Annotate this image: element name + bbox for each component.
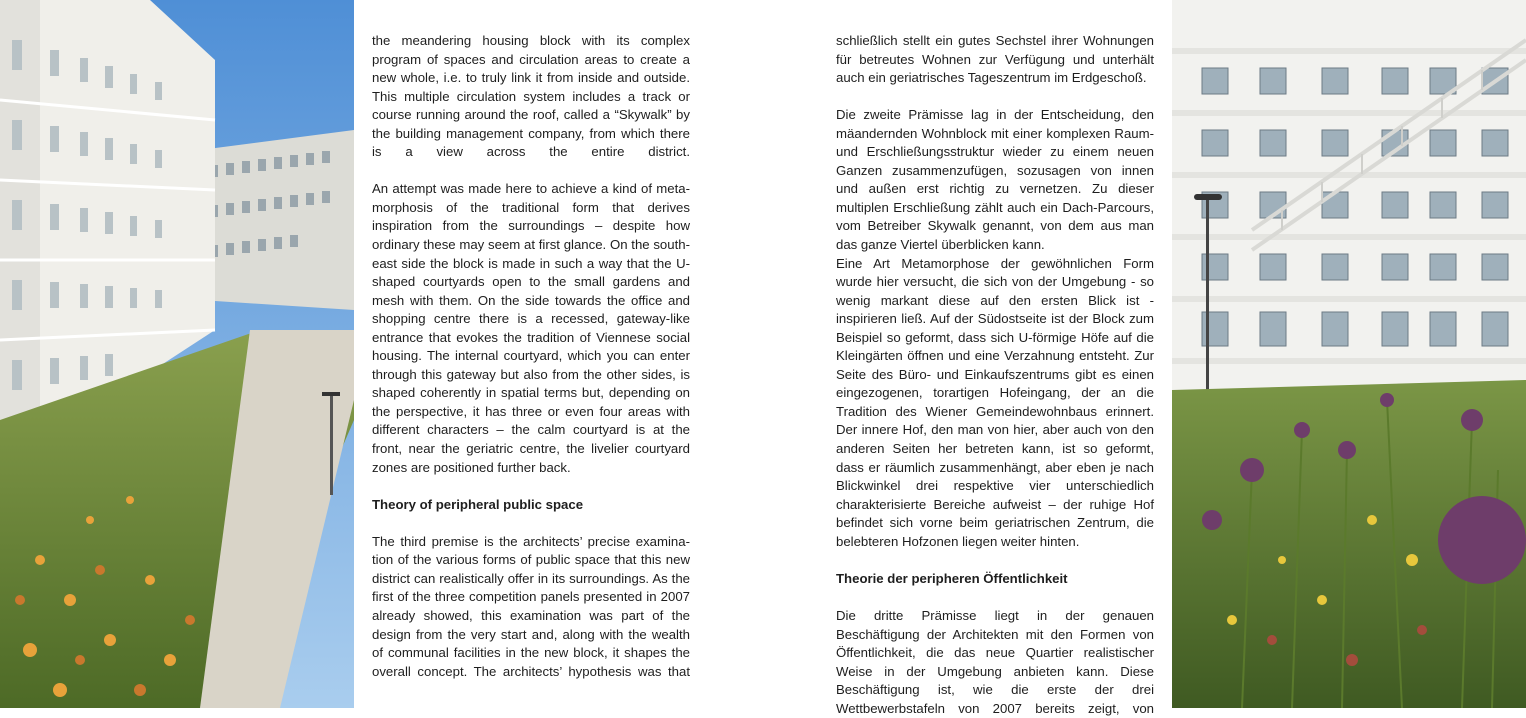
- german-paragraph-2: Die zweite Prämisse lag in der Entscheidung, den mäandernden Wohnblock mit einer komplexen Raum- und Erschließungsstruktur wieder zu einem neuen Ganzen zusammenzufügen, sozusagen von innen und außen erst richtig zu vernetzen. Zu dieser multiplen Erschließung zählt auch ein Dach-Parcours, vom Betreiber Skywalk genannt, von dem aus man das ganze Viertel überblicken kann.: [836, 107, 1154, 253]
- german-paragraph-1: schließlich stellt ein gutes Sechstel ihrer Wohnungen für betreutes Wohnen zur Verfügung und unterhält auch ein geriatrisches Tageszentrum im Erdgeschoß.: [836, 33, 1154, 86]
- english-section-heading: Theory of peripheral public space: [372, 496, 584, 512]
- photo-housing-block-exterior: [0, 0, 354, 708]
- german-paragraph-4: Die dritte Prämisse liegt in der genauen Beschäftigung der Architekten mit den Formen von Öffentlichkeit, die das neue Quartier realistischer Weise in der Umgebung anbieten kann. Diese Beschäftigung ist, wie die erste der drei Wettbewerbstafeln von 2007 bereits zeigt, von: [836, 607, 1154, 716]
- german-section-heading: Theorie der peripheren Öffentlichkeit: [836, 570, 1068, 586]
- german-paragraph-3: Eine Art Metamorphose der gewöhnlichen Form wurde hier versucht, die sich von der Umgebung - so wenig markant diese auf den ersten Blick ist - inspirieren ließ. Auf der Südostseite ist der Block zum Beispiel so geformt, dass sich U-förmige Höfe auf die Kleingärten öffnen und eine Verzahnung entsteht. Zur Seite des Büro- und Einkaufszentrums gibt es einen eingezogenen, torartigen Hofeingang, der an die Tradition des Wiener Gemeindewohnbaus erinnert. Der innere Hof, den man von hier, aber auch von den anderen Seiten her betreten kann, ist so geformt, dass er räumlich zusammenhängt, aber eben je nach Blickwinkel drei respektive vier unterschiedlich charakterisierte Bereiche aufweist – der ruhige Hof befindet sich vorne beim geriatrischen Zentrum, die belebteren Hofzonen liegen weiter hinten.: [836, 255, 1154, 549]
- english-paragraph-2: An attempt was made here to achieve a kind of metamorphosis of the traditional form that derives inspiration from the surroundings – despite how ordinary these may seem at first glance. On the south-east side the block is made in such a way that the U-shaped courtyards open to the small gardens and mesh with them. On the side towards the office and shopping centre there is a recessed, gateway-like entrance that evokes the tradition of Viennese social housing. The internal courtyard, which you can enter through this gateway but also from the other sides, is shaped coherently in spatial terms but, depending on the perspective, it has three or even four areas with different characters – the calm courtyard is at the front, near the geriatric centre, the livelier courtyard zones are positioned further back.: [372, 181, 690, 475]
- german-text-column: [836, 32, 1154, 718]
- english-paragraph-1: the meandering housing block with its complex program of spaces and circulation areas to create a new whole, i.e. to truly link it from inside and outside. This multiple circulation system includes a track or course running around the roof, called a “Skywalk” by the building management company, from which there is a view across the entire district.: [372, 33, 690, 160]
- english-paragraph-3: The third premise is the architects’ precise examination of the various forms of public space that this new district can realistically offer in its surroundings. As the first of the three competition panels presented in 2007 already showed, this examination was part of the design from the very start and, along with the wealth of communal facilities in the new block, it shapes the overall concept. The architects’ hypothesis was that: [372, 533, 690, 679]
- photo-inner-courtyard: [1172, 0, 1526, 708]
- english-text-column: [372, 32, 690, 681]
